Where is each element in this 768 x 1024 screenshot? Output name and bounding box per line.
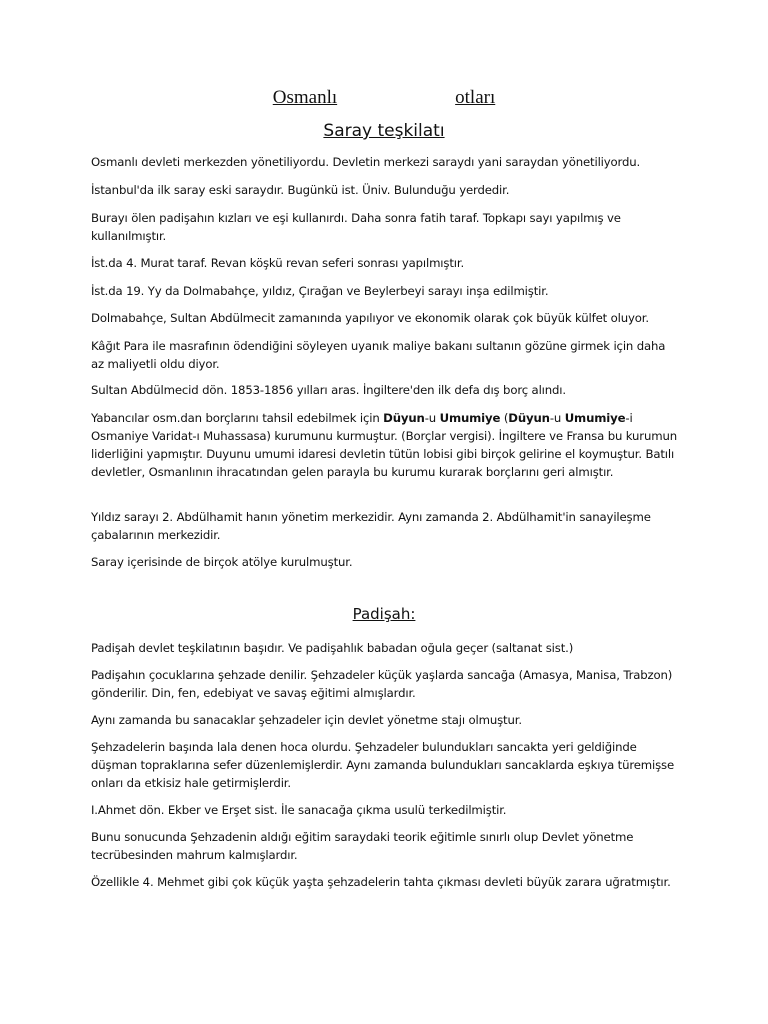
paragraph: İst.da 4. Murat taraf. Revan köşkü revan seferi sonrası yapılmıştır. — [91, 256, 465, 270]
paragraph: Aynı zamanda bu sanacaklar şehzadeler için devlet yönetme stajı olmuştur. — [91, 713, 522, 727]
paragraph: İstanbul'da ilk saray eski saraydır. Bugünkü ist. Üniv. Bulunduğu yerdedir. — [91, 183, 510, 197]
bold-term: Umumiye — [564, 411, 626, 425]
title-left: Osmanlı — [272, 87, 338, 108]
section-heading-padisah: Padişah: — [352, 605, 416, 623]
paragraph: Padişah devlet teşkilatının başıdır. Ve padişahlık babadan oğula geçer (saltanat sist.) — [91, 641, 574, 655]
paragraph: Burayı ölen padişahın kızları ve eşi kullanırdı. Daha sonra fatih taraf. Topkapı sayı yapılmış ve kullanılmıştır. — [91, 211, 621, 243]
text-run: Yabancılar osm.dan borçlarını tahsil edebilmek için — [91, 411, 384, 425]
paragraph: Özellikle 4. Mehmet gibi çok küçük yaşta şehzadelerin tahta çıkması devleti büyük zarara uğratmıştır. — [91, 875, 671, 889]
paragraph: Yıldız sarayı 2. Abdülhamit hanın yönetim merkezidir. Aynı zamanda 2. Abdülhamit'in sanayileşme çabalarının merkezidir. — [91, 510, 651, 542]
bold-term: Düyun — [508, 411, 550, 425]
paragraph: Osmanlı devleti merkezden yönetiliyordu. Devletin merkezi saraydı yani saraydan yönetiliyordu. — [91, 155, 641, 169]
bold-term: Umumiye — [439, 411, 501, 425]
paragraph: Kâğıt Para ile masrafının ödendiğini söyleyen uyanık maliye bakanı sultanın gözüne girmek için daha az maliyetli oldu diyor. — [91, 339, 666, 371]
title-right: otları — [455, 87, 496, 108]
paragraph: Sultan Abdülmecid dön. 1853-1856 yılları aras. İngiltere'den ilk defa dış borç alındı. — [91, 383, 566, 397]
document-title — [0, 87, 768, 109]
paragraph: Bunu sonucunda Şehzadenin aldığı eğitim saraydaki teorik eğitimle sınırlı olup Devlet yönetme tecrübesinden mahrum kalmışlardır. — [91, 830, 634, 862]
paragraph: Dolmabahçe, Sultan Abdülmecit zamanında yapılıyor ve ekonomik olarak çok büyük külfet oluyor. — [91, 311, 649, 325]
paragraph: Şehzadelerin başında lala denen hoca olurdu. Şehzadeler bulundukları sancakta yeri geldiğinde düşman topraklarına sefer düzenlemişlerdir. Aynı zamanda bulundukları sancaklarda eşkıya türemişse onları da etkisiz hale getirmişlerdir. — [91, 740, 675, 790]
paragraph: İst.da 19. Yy da Dolmabahçe, yıldız, Çırağan ve Beylerbeyi sarayı inşa edilmiştir. — [91, 284, 549, 298]
text-run: -i Osmaniye Varidat-ı Muhassasa) kurumunu kurmuştur. (Borçlar vergisi). İngiltere ve Fransa bu kurumun liderliğini yapmıştır. Duyunu umumi idaresi devletin tütün lobisi gibi birçok gelirine el koymuştur. Batılı devletler, Osmanlının ihracatından gelen parayla bu kurumu kurarak borçlarını geri almıştır. — [91, 411, 677, 479]
text-run: ( — [500, 411, 509, 425]
text-run: -u — [549, 411, 565, 425]
paragraph-duyun-umumiye — [91, 409, 681, 481]
text-run: -u — [424, 411, 440, 425]
paragraph: Padişahın çocuklarına şehzade denilir. Şehzadeler küçük yaşlarda sancağa (Amasya, Manisa, Trabzon) gönderilir. Din, fen, edebiyat ve savaş eğitimi almışlardır. — [91, 668, 673, 700]
section-heading-saray: Saray teşkilatı — [323, 121, 445, 141]
paragraph: Saray içerisinde de birçok atölye kurulmuştur. — [91, 555, 353, 569]
paragraph: I.Ahmet dön. Ekber ve Erşet sist. İle sanacağa çıkma usulü terkedilmiştir. — [91, 803, 507, 817]
bold-term: Düyun — [383, 411, 425, 425]
